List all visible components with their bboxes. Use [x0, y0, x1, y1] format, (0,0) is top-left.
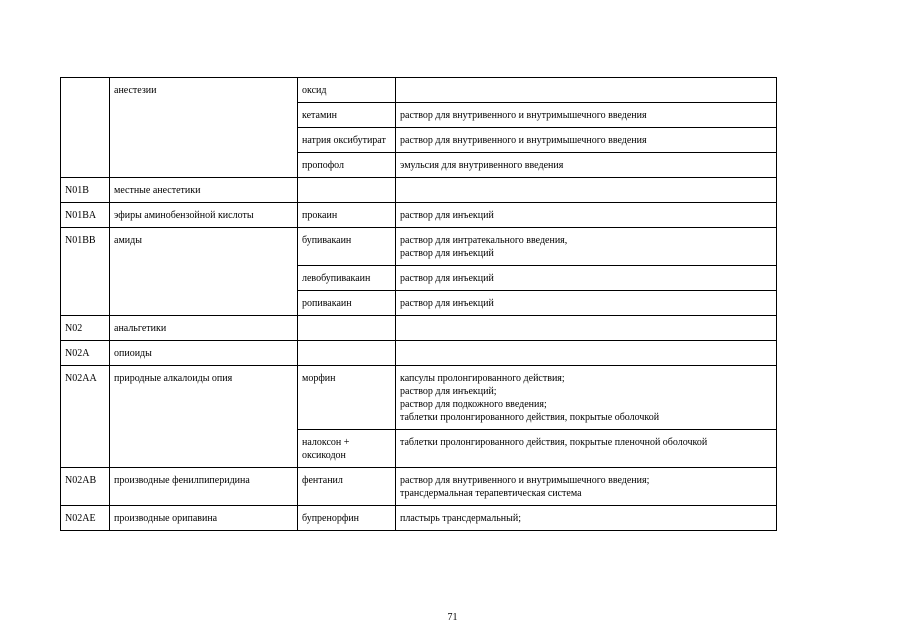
dosage-form-cell: капсулы пролонгированного действия; раствор для инъекций; раствор для подкожного введения; таблетки пролонгированного действия, покрытые оболочкой — [396, 366, 777, 430]
drug-name-cell: левобупивакаин — [298, 266, 396, 291]
drug-name-cell: бупивакаин — [298, 228, 396, 266]
group-name-cell: природные алкалоиды опия — [110, 366, 298, 468]
table-row — [61, 366, 777, 430]
drug-name-cell — [298, 341, 396, 366]
drug-table — [60, 77, 777, 531]
table-row — [61, 178, 777, 203]
dosage-form-cell: раствор для внутривенного и внутримышечного введения — [396, 103, 777, 128]
table-row — [61, 203, 777, 228]
drug-name-cell: прокаин — [298, 203, 396, 228]
page-number: 71 — [447, 612, 458, 623]
dosage-form-cell: раствор для интратекального введения, раствор для инъекций — [396, 228, 777, 266]
drug-name-cell: морфин — [298, 366, 396, 430]
dosage-form-cell — [396, 341, 777, 366]
group-name-cell: производные орипавина — [110, 506, 298, 531]
group-name-cell: амиды — [110, 228, 298, 316]
dosage-form-cell: раствор для внутривенного и внутримышечного введения — [396, 128, 777, 153]
dosage-form-cell: таблетки пролонгированного действия, покрытые пленочной оболочкой — [396, 430, 777, 468]
group-name-cell: анестезии — [110, 78, 298, 178]
drug-name-cell: натрия оксибутират — [298, 128, 396, 153]
atc-code-cell: N02AE — [61, 506, 110, 531]
group-name-cell: опиоиды — [110, 341, 298, 366]
group-name-cell: местные анестетики — [110, 178, 298, 203]
atc-code-cell: N02AA — [61, 366, 110, 468]
dosage-form-cell: раствор для внутривенного и внутримышечного введения; трансдермальная терапевтическая система — [396, 468, 777, 506]
dosage-form-cell — [396, 178, 777, 203]
drug-name-cell: ропивакаин — [298, 291, 396, 316]
drug-name-cell — [298, 178, 396, 203]
group-name-cell: производные фенилпиперидина — [110, 468, 298, 506]
atc-code-cell: N02A — [61, 341, 110, 366]
drug-name-cell: налоксон + оксикодон — [298, 430, 396, 468]
dosage-form-cell: эмульсия для внутривенного введения — [396, 153, 777, 178]
table-row — [61, 228, 777, 266]
table-row — [61, 506, 777, 531]
group-name-cell: эфиры аминобензойной кислоты — [110, 203, 298, 228]
dosage-form-cell: раствор для инъекций — [396, 266, 777, 291]
atc-code-cell: N01B — [61, 178, 110, 203]
drug-name-cell: фентанил — [298, 468, 396, 506]
drug-name-cell: кетамин — [298, 103, 396, 128]
drug-name-cell — [298, 316, 396, 341]
table-row — [61, 78, 777, 103]
dosage-form-cell: раствор для инъекций — [396, 291, 777, 316]
dosage-form-cell — [396, 316, 777, 341]
atc-code-cell: N02AB — [61, 468, 110, 506]
dosage-form-cell: раствор для инъекций — [396, 203, 777, 228]
drug-name-cell: бупренорфин — [298, 506, 396, 531]
dosage-form-cell: пластырь трансдермальный; — [396, 506, 777, 531]
atc-code-cell: N01BA — [61, 203, 110, 228]
drug-name-cell: оксид — [298, 78, 396, 103]
group-name-cell: анальгетики — [110, 316, 298, 341]
table-row — [61, 316, 777, 341]
drug-name-cell: пропофол — [298, 153, 396, 178]
atc-code-cell: N02 — [61, 316, 110, 341]
table-row — [61, 341, 777, 366]
atc-code-cell — [61, 78, 110, 178]
dosage-form-cell — [396, 78, 777, 103]
table-row — [61, 468, 777, 506]
atc-code-cell: N01BB — [61, 228, 110, 316]
